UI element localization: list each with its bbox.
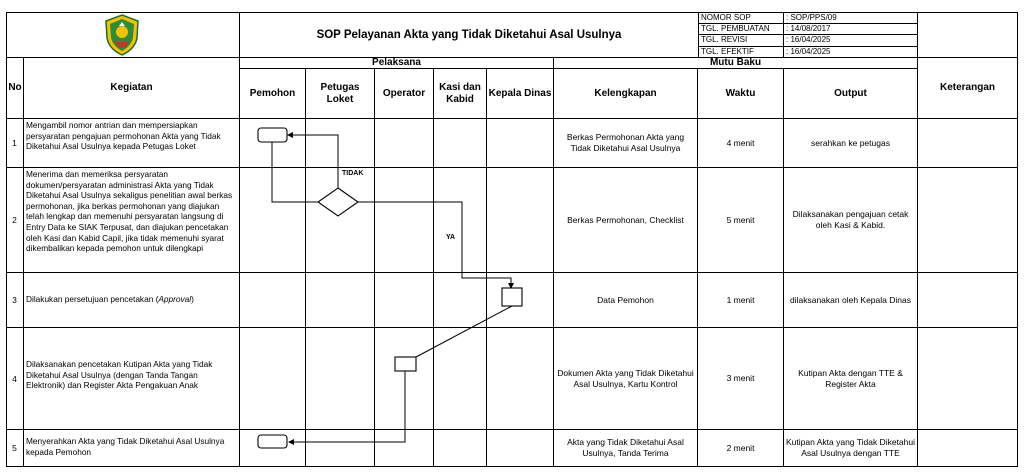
flow-line-3-4 xyxy=(416,306,512,357)
row-2-output: Dilaksanakan pengajuan cetak oleh Kasi & Kabid. xyxy=(792,209,909,230)
meta-revisi-value: : 16/04/2025 xyxy=(783,34,918,47)
flow-line-tidak xyxy=(288,135,338,188)
row-3-kelengkapan: Data Pemohon xyxy=(597,294,654,305)
row-5-kegiatan: Menyerahkan Akta yang Tidak Diketahui Asal Usulnya kepada Pemohon xyxy=(26,436,225,457)
row-1-waktu: 4 menit xyxy=(726,137,755,148)
meta-pembuatan-value: : 14/08/2017 xyxy=(783,23,918,35)
flow-print-box xyxy=(395,357,416,371)
col-kelengkapan: Kelengkapan xyxy=(553,68,698,119)
flow-label-tidak: TIDAK xyxy=(342,170,364,177)
row-3-no: 3 xyxy=(12,295,17,305)
flow-line-1-2 xyxy=(272,142,318,202)
flow-end-pemohon xyxy=(258,435,287,448)
page-title: SOP Pelayanan Akta yang Tidak Diketahui Asal Usulnya xyxy=(239,12,699,58)
row-4-output: Kutipan Akta dengan TTE & Register Akta xyxy=(798,367,903,389)
flowchart xyxy=(6,12,1018,467)
row-3-kegiatan-post: ) xyxy=(191,294,194,304)
row-4-kelengkapan: Dokumen Akta yang Tidak Diketahui Asal Usulnya, Kartu Kontrol xyxy=(557,367,694,389)
flow-line-4-5 xyxy=(289,371,405,442)
flow-decision xyxy=(318,188,358,216)
row-3-kegiatan-pre: Dilakukan persetujuan pencetakan ( xyxy=(26,294,159,304)
row-3-waktu: 1 menit xyxy=(726,294,755,305)
col-petugas-loket: Petugas Loket xyxy=(305,68,375,119)
col-kepala-dinas: Kepala Dinas xyxy=(486,68,554,119)
row-5-output: Kutipan Akta yang Tidak Diketahui Asal Usulnya dengan TTE xyxy=(786,437,915,458)
col-waktu: Waktu xyxy=(697,68,784,119)
meta-efektif-label: TGL. EFEKTIF xyxy=(698,46,784,58)
row-4-waktu: 3 menit xyxy=(726,373,755,383)
col-kegiatan: Kegiatan xyxy=(23,57,240,119)
flow-start-pemohon xyxy=(258,128,287,142)
row-4-kegiatan: Dilaksanakan pencetakan Kutipan Akta yang Tidak Diketahui Asal Usulnya (dengan Tanda Tangan Elektronik) dan Register Akta Pengakuan Anak xyxy=(26,359,213,391)
row-2-no: 2 xyxy=(12,215,17,225)
row-5-no: 5 xyxy=(12,443,17,453)
meta-pembuatan-label: TGL. PEMBUATAN xyxy=(698,23,784,35)
row-3-output: dilaksanakan oleh Kepala Dinas xyxy=(790,294,911,305)
row-3-kegiatan-em: Approval xyxy=(158,294,192,304)
flow-label-ya: YA xyxy=(446,234,456,241)
meta-nomor-label: NOMOR SOP xyxy=(698,12,784,24)
flow-line-ya xyxy=(358,202,511,288)
sop-document xyxy=(6,12,1018,467)
col-pemohon: Pemohon xyxy=(239,68,306,119)
row-5-waktu: 2 menit xyxy=(726,442,755,453)
col-mutu-baku: Mutu Baku xyxy=(553,57,918,69)
col-no: No xyxy=(6,57,24,119)
row-2-kegiatan: Menerima dan memeriksa persyaratan dokumen/persyaratan administrasi Akta yang Tidak Diketahui Asal Usulnya sekaligus penelitian awal berkas permohonan, jika berkas permohonan yang diajukan telah lengkap dan memenuhi persyaratan langsung di Entry Data ke SIAK Terpusat, dan diajukan pencetakan oleh Kasi dan Kabid Capil, jika tidak memenuhi syarat dikembalikan kepada pemohon untuk dilengkapi xyxy=(26,169,233,254)
col-output: Output xyxy=(783,68,918,119)
col-keterangan: Keterangan xyxy=(917,57,1018,119)
col-kasi-kabid: Kasi dan Kabid xyxy=(433,68,487,119)
row-2-waktu: 5 menit xyxy=(726,214,755,225)
row-1-kelengkapan: Berkas Permohonan Akta yang Tidak Diketahui Asal Usulnya xyxy=(566,132,685,153)
col-operator: Operator xyxy=(374,68,434,119)
row-1-kegiatan: Mengambil nomor antrian dan mempersiapkan persyaratan pengajuan permohonan Akta yang Tidak Diketahui Asal Usulnya kepada Petugas Loket xyxy=(26,120,221,152)
meta-efektif-value: : 16/04/2025 xyxy=(783,46,918,58)
row-1-no: 1 xyxy=(12,138,17,148)
row-4-no: 4 xyxy=(12,373,17,384)
meta-nomor-value: : SOP/PPS/09 xyxy=(783,12,918,24)
col-pelaksana: Pelaksana xyxy=(239,57,554,69)
row-5-kelengkapan: Akta yang Tidak Diketahui Asal Usulnya, Tanda Terima xyxy=(567,437,684,458)
meta-revisi-label: TGL. REVISI xyxy=(698,34,784,47)
row-1-output: serahkan ke petugas xyxy=(811,137,890,148)
flow-approval-box xyxy=(502,288,522,306)
row-2-kelengkapan: Berkas Permohonan, Checklist xyxy=(567,214,684,225)
